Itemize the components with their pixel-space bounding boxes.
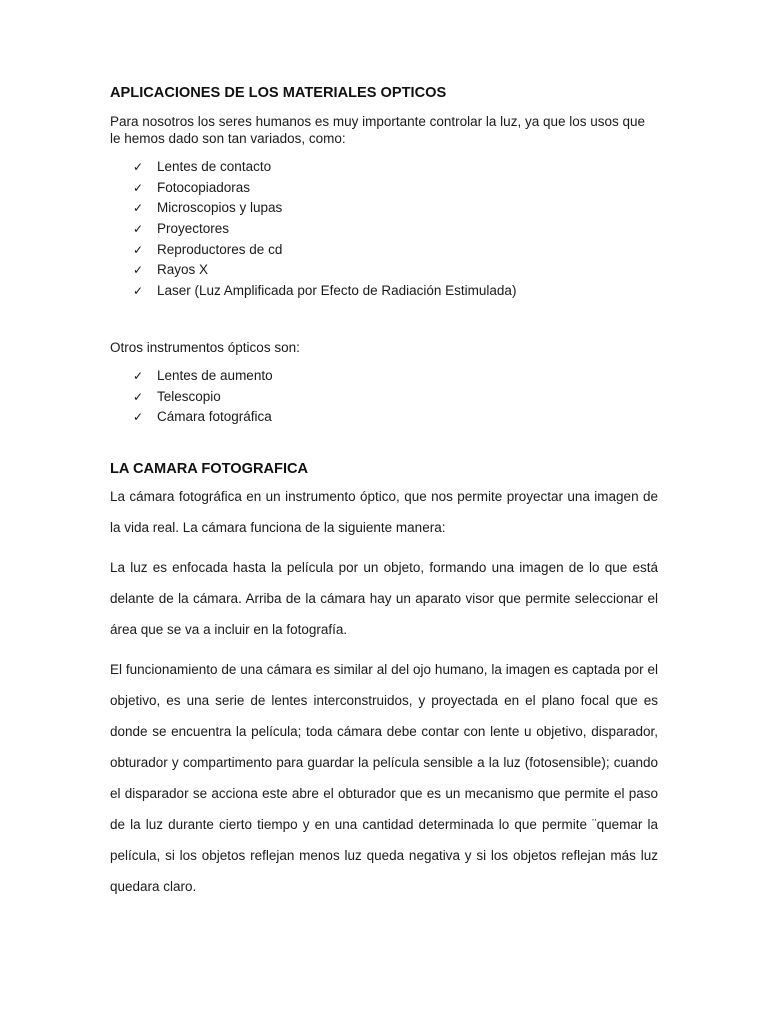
- list-item: [133, 407, 273, 428]
- document-page: [110, 0, 658, 1024]
- list-item: [133, 219, 516, 240]
- body-paragraph: El funcionamiento de una cámara es similar al del ojo humano, la imagen es captada por el objetivo, es una serie de lentes interconstruidos, y proyectada en el plano focal que es donde se encuentra la película; toda cámara debe contar con lente u objetivo, disparador, obturador y compartimento para guardar la película sensible a la luz (fotosensible); cuando el disparador se acciona este abre el obturador que es un mecanismo que permite el paso de la luz durante cierto tiempo y en una cantidad determinada lo que permite ¨quemar la película, si los objetos reflejan menos luz queda negativa y si los objetos reflejan más luz quedara claro.: [110, 662, 658, 894]
- list-item: [133, 260, 516, 281]
- list-item: [133, 198, 516, 219]
- check-icon: ✓: [133, 222, 144, 237]
- other-instruments-list: [133, 366, 273, 428]
- list-item-label: Rayos X: [157, 262, 209, 278]
- list-item: [133, 240, 516, 261]
- list-item-label: Reproductores de cd: [157, 241, 283, 257]
- check-icon: ✓: [133, 180, 144, 195]
- section-title-camera: LA CAMARA FOTOGRAFICA: [110, 461, 309, 477]
- list-item-label: Fotocopiadoras: [157, 179, 251, 195]
- list-item-label: Telescopio: [157, 388, 221, 404]
- list-item: [133, 281, 516, 302]
- check-icon: ✓: [133, 201, 144, 216]
- list-item-label: Proyectores: [157, 221, 230, 237]
- body-paragraph: La luz es enfocada hasta la película por un objeto, formando una imagen de lo que está delante de la cámara. Arriba de la cámara hay un aparato visor que permite seleccionar el área que se va a incluir en la fotografía.: [110, 560, 658, 637]
- applications-list: [133, 157, 516, 302]
- list-item-label: Laser (Luz Amplificada por Efecto de Radiación Estimulada): [157, 283, 517, 299]
- list-item: [133, 387, 273, 408]
- list-item-label: Lentes de aumento: [157, 368, 273, 383]
- other-instruments-intro: Otros instrumentos ópticos son:: [110, 340, 300, 355]
- check-icon: ✓: [133, 263, 144, 278]
- list-item-label: Microscopios y lupas: [157, 200, 283, 216]
- list-item-label: Cámara fotográfica: [157, 409, 272, 425]
- list-item: [133, 157, 516, 178]
- check-icon: ✓: [133, 389, 144, 404]
- check-icon: ✓: [133, 242, 144, 257]
- check-icon: ✓: [133, 284, 144, 299]
- list-item-label: Lentes de contacto: [157, 159, 272, 174]
- check-icon: ✓: [133, 369, 144, 383]
- list-item: [133, 366, 273, 387]
- check-icon: ✓: [133, 410, 144, 425]
- list-item: [133, 178, 516, 199]
- check-icon: ✓: [133, 160, 144, 174]
- body-paragraph: La cámara fotográfica en un instrumento óptico, que nos permite proyectar una imagen de la vida real. La cámara funciona de la siguiente manera:: [110, 489, 658, 535]
- section-title-applications: APLICACIONES DE LOS MATERIALES OPTICOS: [110, 85, 447, 101]
- intro-paragraph: Para nosotros los seres humanos es muy importante controlar la luz, ya que los usos que le hemos dado son tan variados, como:: [110, 114, 646, 146]
